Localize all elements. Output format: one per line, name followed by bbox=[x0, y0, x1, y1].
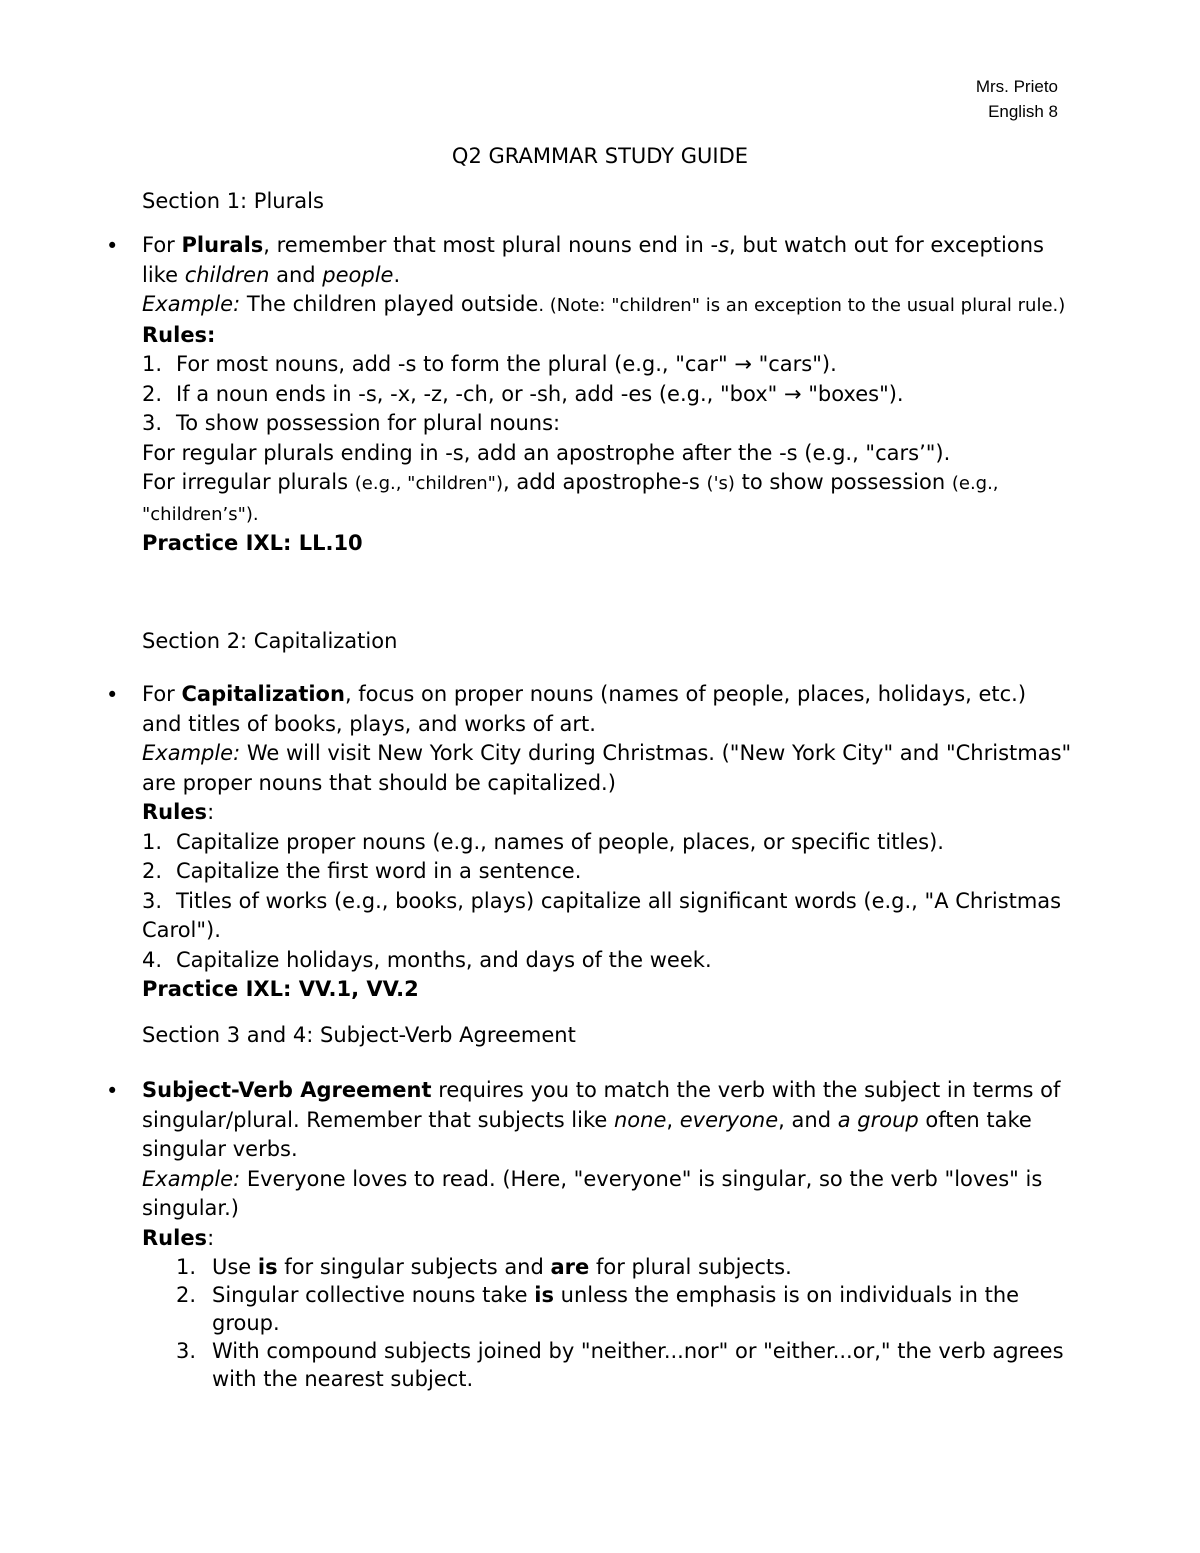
capitalization-practice: Practice IXL: VV.1, VV.2 bbox=[142, 977, 419, 1001]
capitalization-example: Example: We will visit New York City during Christmas. ("New York City" and "Christmas" are proper nouns that should be capitalized.) bbox=[142, 741, 1072, 795]
bullet-1: • bbox=[106, 234, 119, 258]
capitalization-intro: For Capitalization, focus on proper nouns (names of people, places, holidays, etc.) and titles of books, plays, and works of art. bbox=[142, 682, 1027, 736]
capitalization-rule-1: 1. Capitalize proper nouns (e.g., names of people, places, or specific titles). bbox=[142, 829, 944, 854]
capitalization-rules-label: Rules: bbox=[142, 800, 215, 824]
plurals-example: Example: The children played outside. (Note: "children" is an exception to the usual plural rule.) bbox=[142, 292, 1066, 316]
section-3-heading: Section 3 and 4: Subject-Verb Agreement bbox=[142, 1023, 576, 1047]
teacher-name: Mrs. Prieto bbox=[975, 77, 1058, 96]
plurals-rule-1: 1. For most nouns, add -s to form the plural (e.g., "car" → "cars"). bbox=[142, 352, 837, 376]
possession-regular: For regular plurals ending in -s, add an apostrophe after the -s (e.g., "cars’"). bbox=[142, 440, 951, 465]
agreement-rule-3: 3. With compound subjects joined by "neither...nor" or "either...or," the verb agrees with the nearest subject. bbox=[176, 1339, 1064, 1391]
agreement-rules-list bbox=[142, 1253, 1072, 1393]
agreement-example: Example: Everyone loves to read. (Here, "everyone" is singular, so the verb "loves" is singular.) bbox=[142, 1166, 1043, 1220]
capitalization-rule-2: 2. Capitalize the first word in a sentence. bbox=[142, 859, 582, 883]
agreement-rule-1: 1. Use is for singular subjects and are for plural subjects. bbox=[176, 1255, 792, 1279]
agreement-rules-label: Rules: bbox=[142, 1225, 215, 1250]
agreement-rule-2: 2. Singular collective nouns take is unless the emphasis is on individuals in the group. bbox=[176, 1283, 1020, 1335]
agreement-intro: Subject-Verb Agreement requires you to match the verb with the subject in terms of singular/plural. Remember that subjects like none, everyone, and a group often take singular verbs. bbox=[142, 1078, 1061, 1161]
section-1-heading: Section 1: Plurals bbox=[142, 189, 324, 213]
capitalization-rule-3: 3. Titles of works (e.g., books, plays) capitalize all significant words (e.g., "A Christmas Carol"). bbox=[142, 888, 1062, 942]
bullet-3: • bbox=[106, 1079, 119, 1103]
section-1-body bbox=[142, 231, 1072, 559]
page-title: Q2 GRAMMAR STUDY GUIDE bbox=[451, 144, 749, 168]
section-2-heading: Section 2: Capitalization bbox=[142, 629, 398, 653]
class-name: English 8 bbox=[988, 102, 1058, 121]
plurals-rules-label: Rules: bbox=[142, 322, 216, 347]
possession-irregular: For irregular plurals (e.g., "children"), add apostrophe-s ('s) to show possession (e.g., "children’s"). bbox=[142, 470, 999, 525]
plurals-rule-3: 3. To show possession for plural nouns: bbox=[142, 411, 561, 435]
plurals-rule-2: 2. If a noun ends in -s, -x, -z, -ch, or -sh, add -es (e.g., "box" → "boxes"). bbox=[142, 381, 904, 406]
section-3-body bbox=[142, 1076, 1072, 1393]
bullet-2: • bbox=[106, 683, 119, 707]
capitalization-rule-4: 4. Capitalize holidays, months, and days of the week. bbox=[142, 947, 712, 972]
plurals-practice: Practice IXL: LL.10 bbox=[142, 531, 363, 555]
plurals-intro: For Plurals, remember that most plural nouns end in -s, but watch out for exceptions like children and people. bbox=[142, 233, 1044, 287]
section-2-body bbox=[142, 680, 1072, 1005]
